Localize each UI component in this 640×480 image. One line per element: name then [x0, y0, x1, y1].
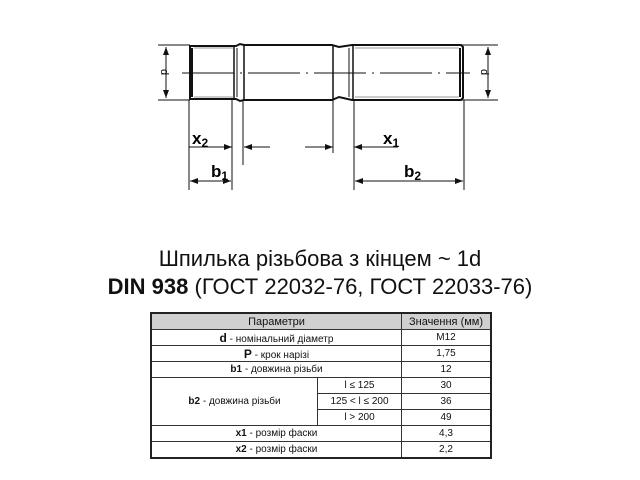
d-label-left: d	[158, 68, 170, 76]
x2-label: x2	[192, 129, 209, 150]
param-value: 36	[402, 394, 492, 410]
table-row	[151, 362, 491, 378]
b1-label: b1	[211, 162, 229, 183]
param-condition: l > 200	[318, 410, 402, 426]
din-standard: DIN 938	[107, 274, 189, 299]
b2-label: b2	[404, 162, 422, 183]
table-row	[151, 330, 491, 346]
stud-body	[158, 44, 498, 190]
param-desc: - номінальний діаметр	[226, 333, 334, 345]
param-value: M12	[402, 330, 492, 346]
table-row	[151, 426, 491, 442]
stud-bolt-drawing	[0, 0, 640, 200]
param-desc: - довжина різьби	[200, 396, 281, 407]
param-value: 30	[402, 378, 492, 394]
param-symbol: x1	[235, 428, 247, 439]
param-value: 2,2	[402, 442, 492, 459]
param-desc: - крок нарізі	[251, 349, 310, 361]
param-value: 4,3	[402, 426, 492, 442]
param-symbol: P	[243, 346, 252, 361]
gost-standards: (ГОСТ 22032-76, ГОСТ 22033-76)	[188, 274, 533, 299]
param-condition: 125 < l ≤ 200	[318, 394, 402, 410]
param-value: 49	[402, 410, 492, 426]
param-condition: l ≤ 125	[318, 378, 402, 394]
param-desc: - розмір фаски	[246, 428, 318, 439]
table-row	[151, 442, 491, 459]
header-params: Параметри	[151, 313, 402, 330]
param-desc: - довжина різьби	[242, 364, 323, 375]
param-value: 1,75	[402, 346, 492, 362]
param-symbol: x2	[235, 444, 247, 455]
d-label-right: d	[478, 68, 490, 76]
param-symbol: b2	[188, 396, 201, 407]
table-header-row	[151, 313, 491, 330]
table-row	[151, 378, 491, 394]
param-symbol: d	[219, 330, 227, 345]
param-desc: - розмір фаски	[246, 444, 318, 455]
header-values: Значення (мм)	[402, 313, 492, 330]
param-value: 12	[402, 362, 492, 378]
standard-title	[0, 274, 640, 300]
spec-table	[150, 312, 492, 459]
x1-label: x1	[383, 129, 400, 150]
param-symbol: b1	[230, 364, 243, 375]
product-title: Шпилька різьбова з кінцем ~ 1d	[158, 246, 482, 271]
table-row	[151, 346, 491, 362]
